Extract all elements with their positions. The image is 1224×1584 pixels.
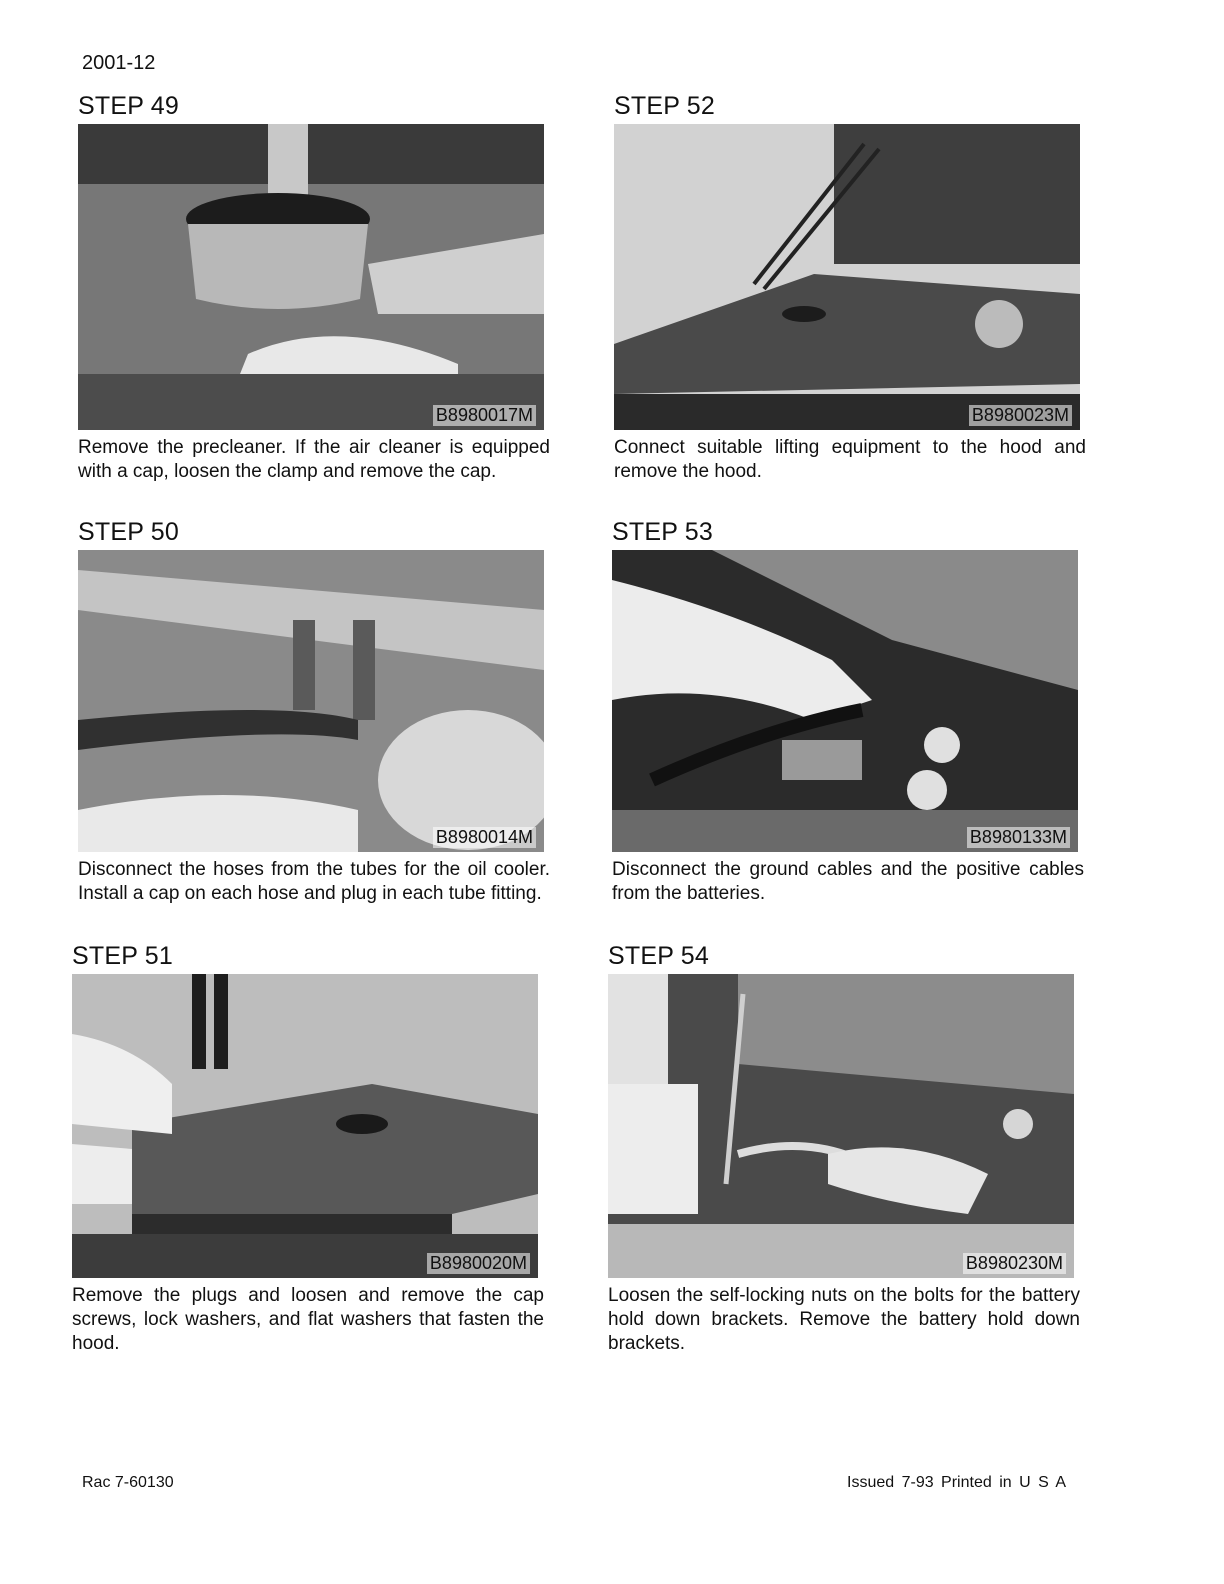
step-53 (612, 518, 1084, 906)
oil-cooler-hoses-photo (78, 550, 544, 852)
lifting-hood-photo (614, 124, 1080, 430)
image-code: B8980230M (963, 1253, 1066, 1274)
precleaner-photo (78, 124, 544, 430)
footer-document-number: Rac 7-60130 (82, 1474, 174, 1491)
step-50 (78, 518, 550, 906)
step-title: STEP 51 (72, 942, 173, 970)
step-title: STEP 53 (612, 518, 713, 546)
step-52 (614, 92, 1086, 484)
step-caption: Disconnect the ground cables and the positive cables from the batteries. (612, 859, 1084, 904)
step-caption: Connect suitable lifting equipment to the hood and remove the hood. (614, 437, 1086, 482)
hood-fasteners-photo (72, 974, 538, 1278)
step-title: STEP 52 (614, 92, 715, 120)
step-caption: Disconnect the hoses from the tubes for the oil cooler. Install a cap on each hose and plug in each tube fitting. (78, 859, 550, 904)
image-code: B8980023M (969, 405, 1072, 426)
step-caption: Remove the precleaner. If the air cleaner is equipped with a cap, loosen the clamp and remove the cap. (78, 437, 550, 482)
step-caption: Loosen the self-locking nuts on the bolts for the battery hold down brackets. Remove the battery hold down brackets. (608, 1285, 1080, 1354)
page-number: 2001-12 (82, 52, 156, 74)
step-49 (78, 92, 550, 484)
step-title: STEP 49 (78, 92, 179, 120)
image-code: B8980133M (967, 827, 1070, 848)
image-code: B8980014M (433, 827, 536, 848)
step-51 (72, 942, 544, 1356)
image-code: B8980017M (433, 405, 536, 426)
footer-issue-info: Issued 7-93 Printed in U S A (847, 1474, 1066, 1491)
step-caption: Remove the plugs and loosen and remove the cap screws, lock washers, and flat washers that fasten the hood. (72, 1285, 544, 1354)
battery-brackets-photo (608, 974, 1074, 1278)
image-code: B8980020M (427, 1253, 530, 1274)
battery-cables-photo (612, 550, 1078, 852)
step-title: STEP 54 (608, 942, 709, 970)
step-54 (608, 942, 1080, 1356)
step-title: STEP 50 (78, 518, 179, 546)
